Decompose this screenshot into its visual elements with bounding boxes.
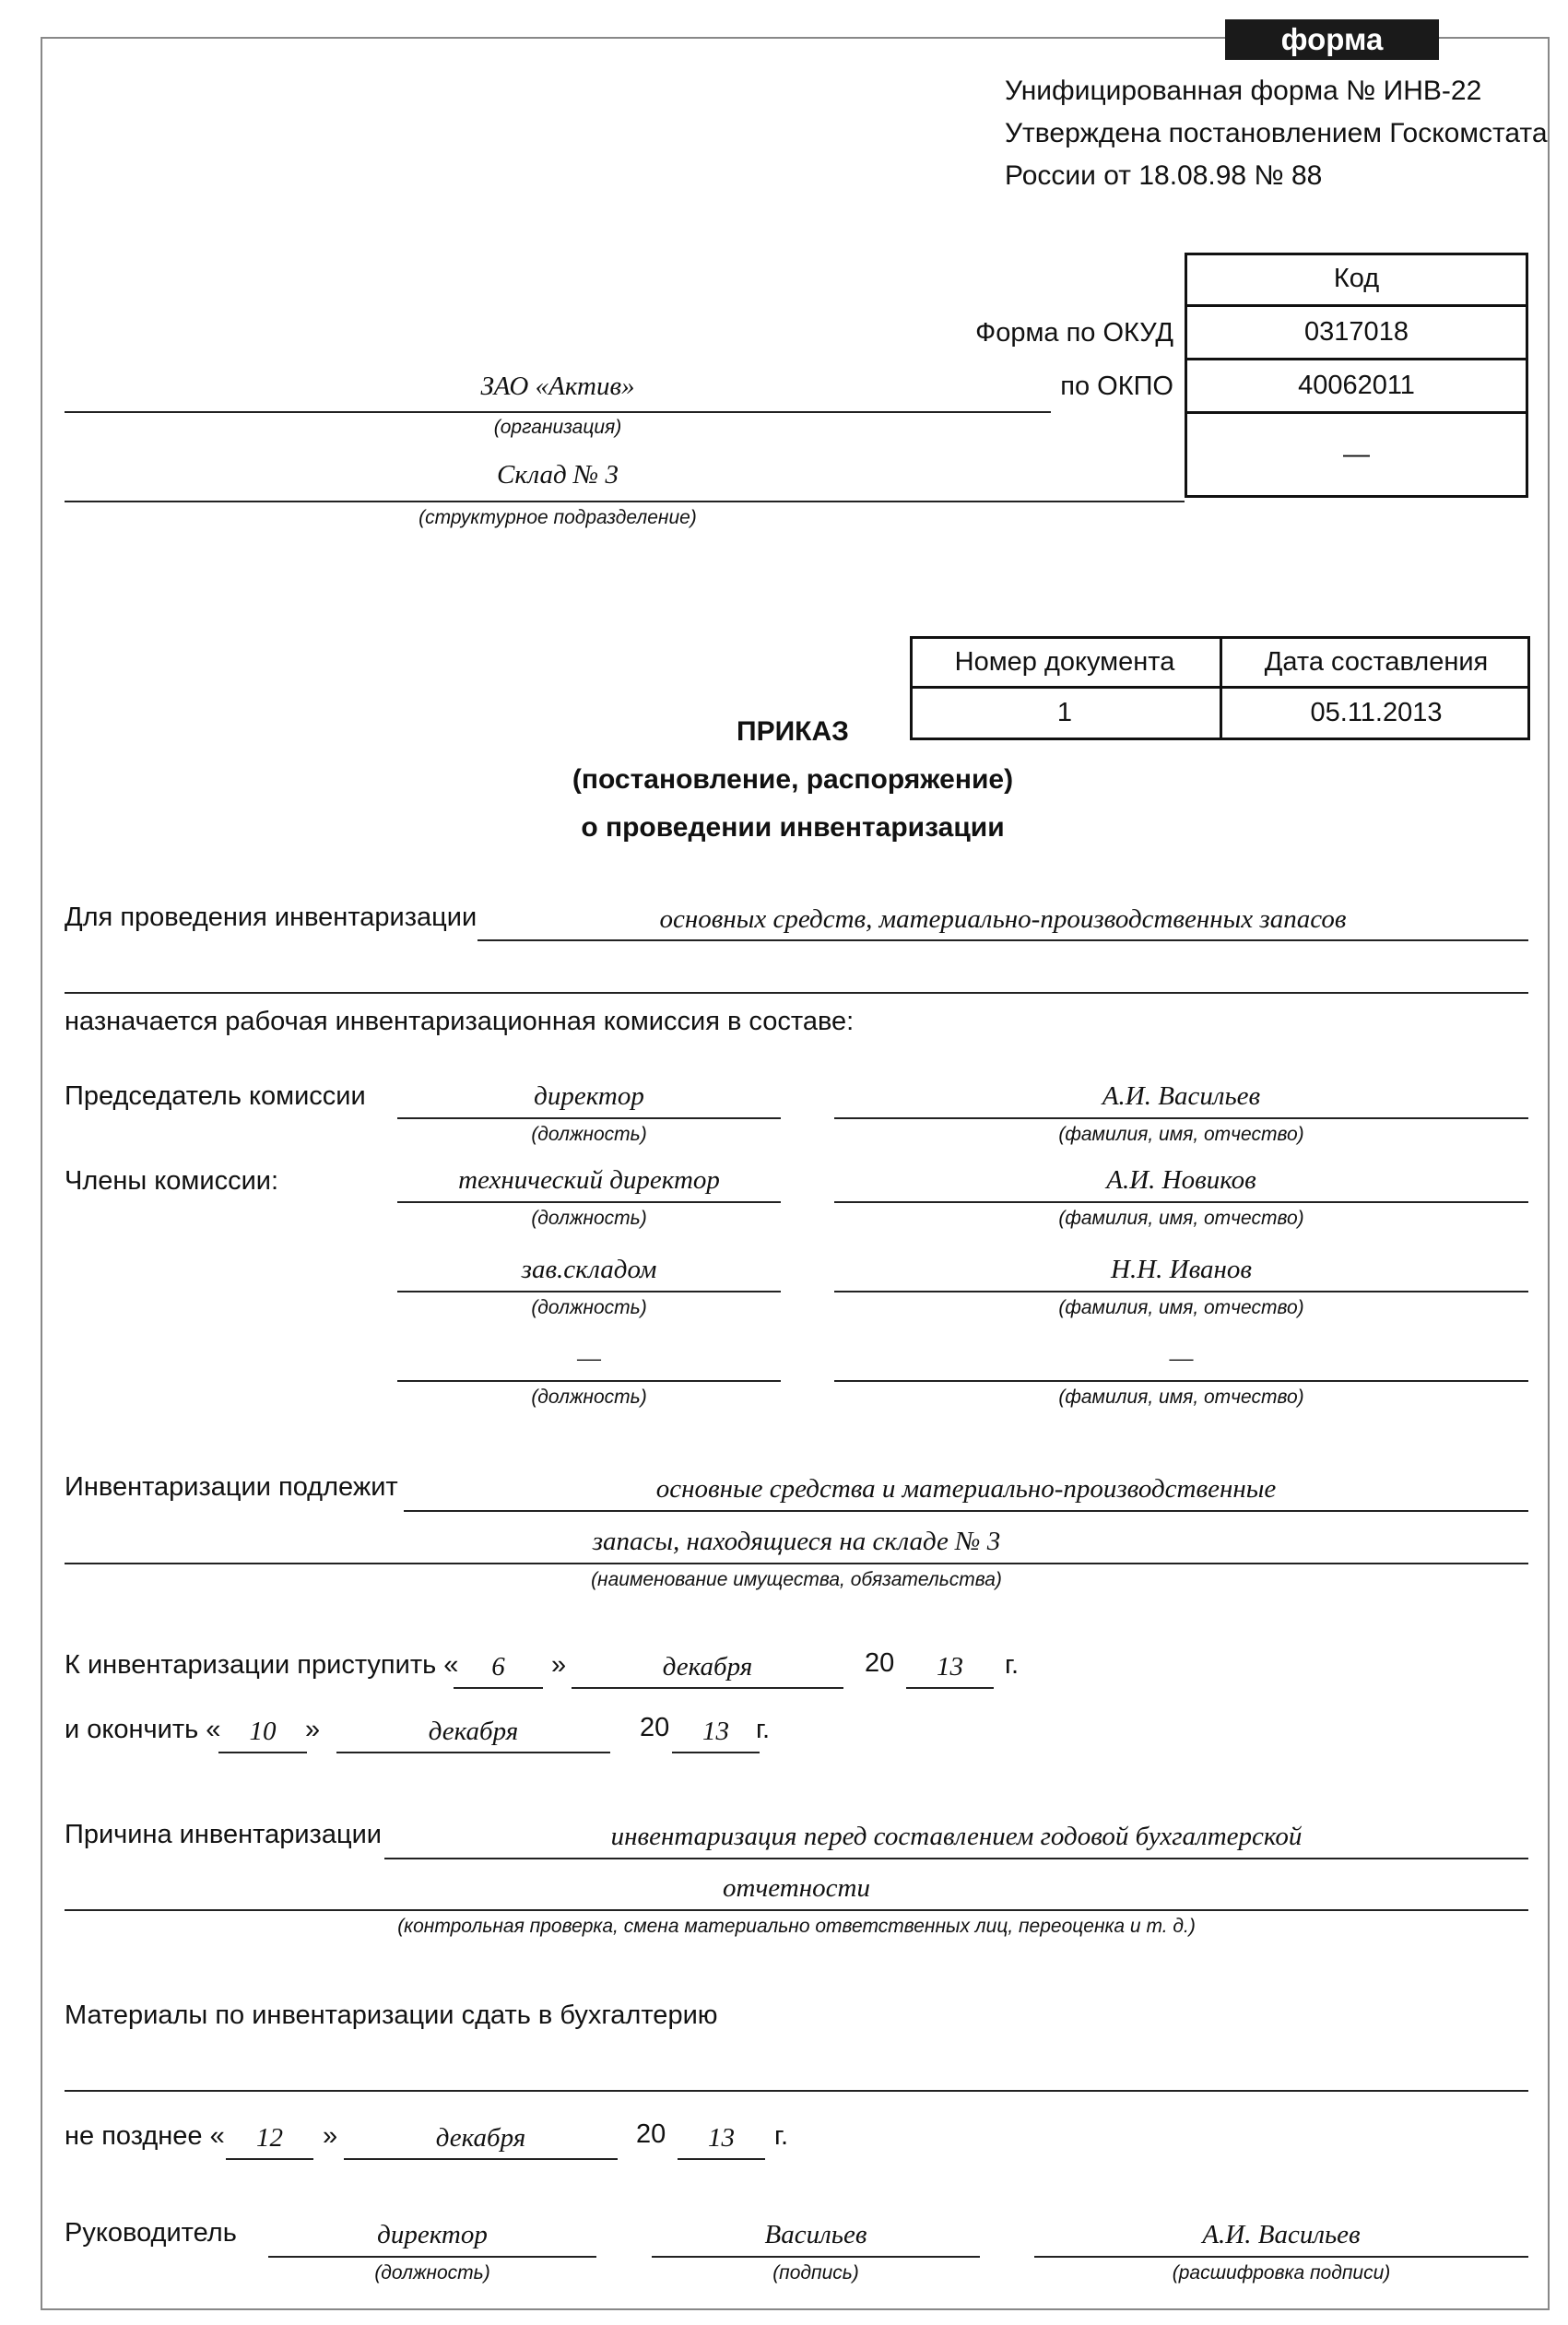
materials-label: Материалы по инвентаризации сдать в бухгалтерию <box>65 2000 718 2030</box>
head-signature: Васильев <box>764 2220 867 2249</box>
head-label: Руководитель <box>65 2218 237 2248</box>
codes-head: Код <box>1333 263 1380 293</box>
end-label: и окончить « <box>65 1715 221 1744</box>
position-line <box>397 1380 781 1382</box>
form-header <box>1005 70 1548 197</box>
commission-name: А.И. Новиков <box>1106 1165 1256 1195</box>
reason-line-2 <box>65 1909 1528 1911</box>
commission-position: технический директор <box>458 1165 720 1195</box>
commission-position: — <box>577 1343 601 1373</box>
name-line <box>834 1201 1528 1203</box>
materials-line <box>65 2090 1528 2092</box>
head-decoded-caption: (расшифровка подписи) <box>1172 2262 1391 2284</box>
head-signature-line <box>652 2256 980 2258</box>
org-caption: (организация) <box>493 417 622 438</box>
okpo-label: по ОКПО <box>1060 372 1173 401</box>
name-line <box>834 1380 1528 1382</box>
okpo-value: 40062011 <box>1298 371 1415 400</box>
division-caption: (структурное подразделение) <box>419 507 697 528</box>
deadline-close-quote: » <box>323 2121 338 2151</box>
end-month: декабря <box>428 1717 519 1746</box>
doc-number-header: Номер документа <box>954 647 1175 677</box>
start-suffix: г. <box>1005 1650 1020 1680</box>
header-line-2: Утверждена постановлением Госкомстата <box>1005 118 1548 148</box>
head-signature-caption: (подпись) <box>772 2262 859 2284</box>
name-caption: (фамилия, имя, отчество) <box>1058 1124 1304 1145</box>
deadline-month-line <box>344 2158 618 2160</box>
name-caption: (фамилия, имя, отчество) <box>1058 1208 1304 1229</box>
end-day-line <box>218 1752 307 1753</box>
org-name-line <box>65 411 1051 413</box>
subject-value-2: запасы, находящиеся на складе № 3 <box>592 1527 1001 1556</box>
position-caption: (должность) <box>531 1387 647 1408</box>
org-division-line <box>65 501 1185 502</box>
end-suffix: г. <box>756 1715 771 1744</box>
org-division: Склад № 3 <box>496 460 619 490</box>
subject-line-2 <box>65 1563 1528 1564</box>
deadline-suffix: г. <box>774 2121 789 2151</box>
header-line-1: Унифицированная форма № ИНВ-22 <box>1005 76 1482 106</box>
end-close-quote: » <box>305 1715 321 1744</box>
form-badge: форма <box>1225 19 1439 60</box>
name-caption: (фамилия, имя, отчество) <box>1058 1297 1304 1318</box>
chair-label: Председатель комиссии <box>65 1081 366 1111</box>
position-caption: (должность) <box>531 1297 647 1318</box>
head-decoded-line <box>1034 2256 1528 2258</box>
start-label: К инвентаризации приступить « <box>65 1650 459 1680</box>
commission-name: Н.Н. Иванов <box>1111 1255 1252 1284</box>
org-name: ЗАО «Актив» <box>480 372 635 401</box>
position-line <box>397 1117 781 1119</box>
doc-date: 05.11.2013 <box>1310 698 1443 727</box>
title-line-1: ПРИКАЗ <box>737 716 849 747</box>
reason-label: Причина инвентаризации <box>65 1820 382 1849</box>
deadline-year: 13 <box>708 2123 735 2153</box>
extra-code-value: — <box>1343 439 1370 469</box>
head-decoded: А.И. Васильев <box>1202 2220 1361 2249</box>
start-month: декабря <box>662 1652 753 1682</box>
commission-position: зав.складом <box>521 1255 657 1284</box>
title-line-3: о проведении инвентаризации <box>581 812 1005 843</box>
position-line <box>397 1201 781 1203</box>
purpose-value: основных средств, материально-производственных запасов <box>659 904 1347 934</box>
okud-value: 0317018 <box>1304 317 1409 347</box>
subject-label: Инвентаризации подлежит <box>65 1472 398 1502</box>
position-caption: (должность) <box>531 1208 647 1229</box>
position-caption: (должность) <box>531 1124 647 1145</box>
reason-caption: (контрольная проверка, смена материально ответственных лиц, переоценка и т. д.) <box>397 1916 1196 1937</box>
purpose-label: Для проведения инвентаризации <box>65 903 477 932</box>
purpose-line-2 <box>65 992 1528 994</box>
reason-line-1 <box>384 1858 1528 1859</box>
start-century: 20 <box>865 1648 895 1678</box>
name-line <box>834 1117 1528 1119</box>
header-line-3: России от 18.08.98 № 88 <box>1005 160 1323 191</box>
deadline-month: декабря <box>435 2123 526 2153</box>
deadline-day: 12 <box>256 2123 283 2153</box>
subject-value-1: основные средства и материально-производственные <box>655 1474 1277 1504</box>
end-month-line <box>336 1752 610 1753</box>
name-line <box>834 1291 1528 1292</box>
end-year-line <box>672 1752 760 1753</box>
end-year: 13 <box>702 1717 729 1746</box>
okud-label: Форма по ОКУД <box>975 318 1173 348</box>
start-year-line <box>906 1687 994 1689</box>
commission-name: — <box>1169 1343 1194 1373</box>
end-day: 10 <box>249 1717 277 1746</box>
reason-value-1: инвентаризация перед составлением годовой бухгалтерской <box>610 1822 1303 1851</box>
start-year: 13 <box>937 1652 963 1682</box>
start-day-line <box>454 1687 543 1689</box>
purpose-line <box>477 939 1528 941</box>
commission-name: А.И. Васильев <box>1102 1081 1261 1111</box>
head-position-line <box>268 2256 596 2258</box>
subject-caption: (наименование имущества, обязательства) <box>591 1569 1002 1590</box>
start-month-line <box>572 1687 843 1689</box>
deadline-label: не позднее « <box>65 2121 225 2151</box>
doc-number: 1 <box>1056 698 1073 727</box>
position-line <box>397 1291 781 1292</box>
head-position: директор <box>377 2220 488 2249</box>
start-close-quote: » <box>551 1650 567 1680</box>
doc-title <box>516 708 1069 852</box>
members-label: Члены комиссии: <box>65 1166 279 1196</box>
deadline-century: 20 <box>636 2119 666 2149</box>
title-line-2: (постановление, распоряжение) <box>572 764 1014 795</box>
deadline-year-line <box>678 2158 765 2160</box>
subject-line-1 <box>404 1510 1528 1512</box>
doc-date-header: Дата составления <box>1264 647 1489 677</box>
end-century: 20 <box>640 1713 670 1742</box>
name-caption: (фамилия, имя, отчество) <box>1058 1387 1304 1408</box>
commission-position: директор <box>534 1081 644 1111</box>
deadline-day-line <box>226 2158 313 2160</box>
reason-value-2: отчетности <box>723 1873 870 1903</box>
head-position-caption: (должность) <box>374 2262 490 2284</box>
start-day: 6 <box>491 1652 505 1682</box>
commission-intro: назначается рабочая инвентаризационная комиссия в составе: <box>65 1007 855 1036</box>
